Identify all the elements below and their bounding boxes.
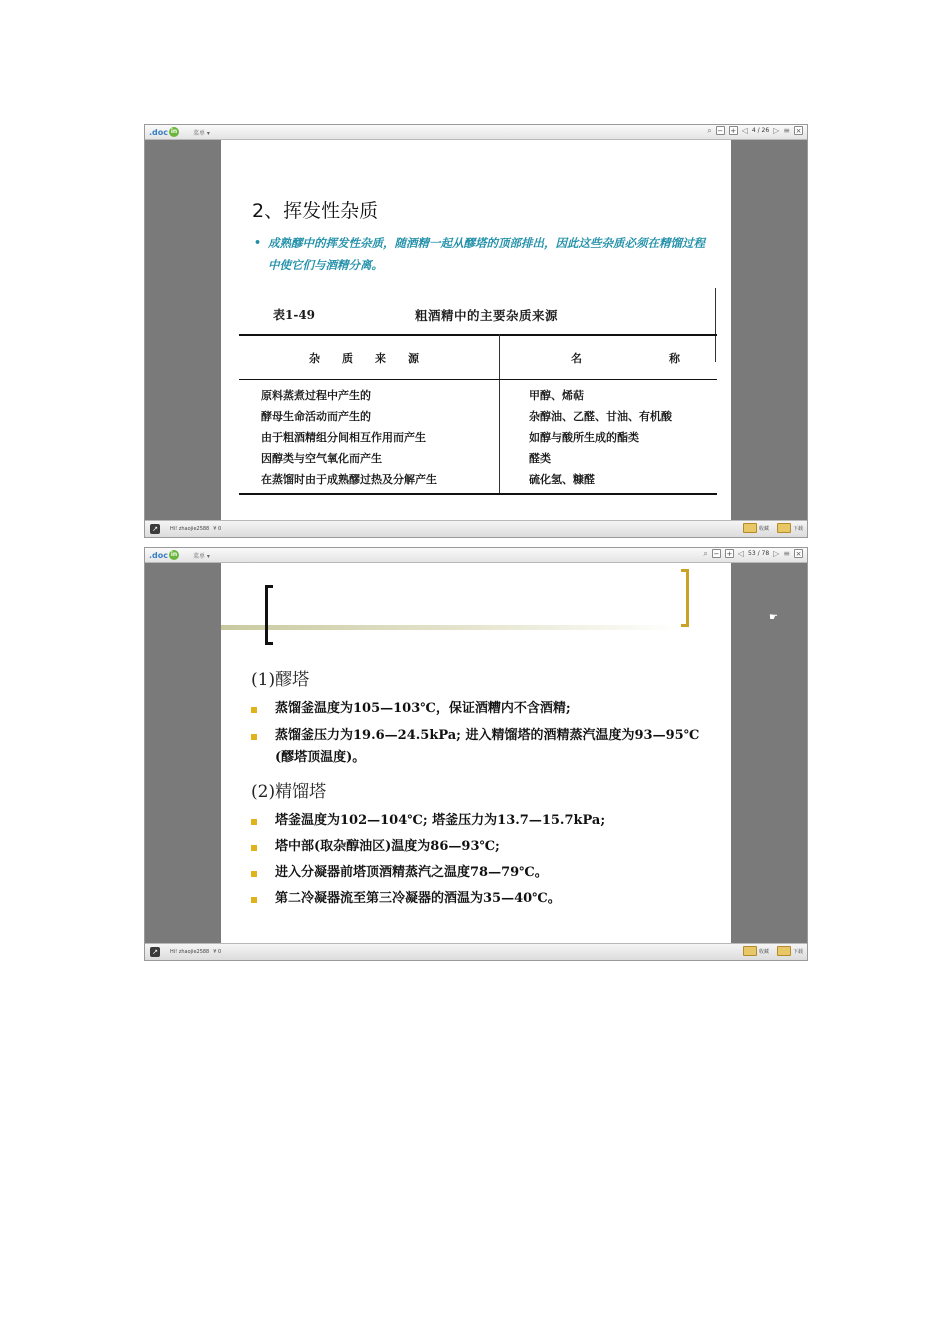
slide-page-53 xyxy=(221,563,731,945)
list-item: 第二冷凝器流至第三冷凝器的酒温为35—40℃。 xyxy=(275,891,561,906)
bullet-square-icon xyxy=(251,845,257,851)
viewer-bottombar xyxy=(145,943,807,960)
table-cell-name: 硫化氢、糠醛 xyxy=(529,473,595,486)
folder-star-icon xyxy=(743,523,757,533)
logo-badge: in xyxy=(170,128,178,135)
table-top-rule xyxy=(239,334,717,336)
list-item: 塔釜温度为102—104℃; 塔釜压力为13.7—15.7kPa; xyxy=(275,813,606,828)
bullet-square-icon xyxy=(251,819,257,825)
search-icon[interactable]: ⌕ xyxy=(703,549,708,558)
menu-lines-icon[interactable]: ≡ xyxy=(783,126,790,135)
column-header-name-b: 称 xyxy=(669,352,680,365)
fullscreen-button[interactable]: × xyxy=(795,550,802,558)
previous-page-icon[interactable]: ◁ xyxy=(741,126,748,135)
table-cell-name: 甲醇、烯萜 xyxy=(529,389,584,402)
document-viewer-1 xyxy=(144,124,808,538)
share-icon[interactable]: ↗ xyxy=(150,947,160,957)
save-button[interactable] xyxy=(743,523,769,533)
zoom-in-button[interactable]: + xyxy=(730,127,737,135)
table-cell-name: 醛类 xyxy=(529,452,551,465)
download-icon xyxy=(777,946,791,956)
bottombar-actions xyxy=(743,523,803,533)
logo-text: .doc xyxy=(149,550,169,560)
slide-page-4 xyxy=(221,140,731,522)
next-page-icon[interactable]: ▷ xyxy=(773,126,780,135)
bullet-square-icon xyxy=(251,897,257,903)
table-cell-name: 如醇与酸所生成的酯类 xyxy=(529,431,639,444)
column-header-name-a: 名 xyxy=(571,352,582,365)
save-label: 收藏 xyxy=(758,525,769,532)
download-label: 下载 xyxy=(792,948,803,955)
points-balance: ¥ 0 xyxy=(213,949,222,955)
user-greeting: Hi! zhaojie2588 xyxy=(170,526,210,532)
bullet-square-icon xyxy=(251,871,257,877)
download-icon xyxy=(777,523,791,533)
save-label: 收藏 xyxy=(758,948,769,955)
viewer-toolbar xyxy=(145,125,807,140)
table-cell-source: 在蒸馏时由于成熟醪过热及分解产生 xyxy=(261,473,437,486)
fullscreen-button[interactable]: × xyxy=(795,127,802,135)
bottombar-actions xyxy=(743,946,803,956)
toolbar-controls xyxy=(707,126,803,135)
list-item: 蒸馏釜压力为19.6—24.5kPa; 进入精馏塔的酒精蒸汽温度为93—95℃(醪塔顶温度)。 xyxy=(275,728,700,765)
page-indicator[interactable]: 53 / 78 xyxy=(748,550,770,557)
section-heading: (1)醪塔 xyxy=(251,670,310,690)
download-button[interactable] xyxy=(777,946,803,956)
download-button[interactable] xyxy=(777,523,803,533)
docin-logo[interactable] xyxy=(149,550,179,560)
next-page-icon[interactable]: ▷ xyxy=(773,549,780,558)
slide-paragraph: 成熟醪中的挥发性杂质，随酒精一起从醪塔的顶部排出，因此这些杂质必须在精馏过程中使它们与酒精分离。 xyxy=(268,236,705,272)
share-icon[interactable]: ↗ xyxy=(150,524,160,534)
table-cell-source: 由于粗酒精组分间相互作用而产生 xyxy=(261,431,426,444)
table-cell-source: 原料蒸煮过程中产生的 xyxy=(261,389,371,402)
user-greeting: Hi! zhaojie2588 xyxy=(170,949,210,955)
points-balance: ¥ 0 xyxy=(213,526,222,532)
logo-text: .doc xyxy=(149,127,169,137)
slide-heading: 2、挥发性杂质 xyxy=(252,200,379,222)
zoom-out-button[interactable]: − xyxy=(717,127,724,135)
list-item: 蒸馏釜温度为105—103℃，保证酒糟内不含酒精; xyxy=(275,701,571,716)
menu-dropdown[interactable]: 菜单 ▾ xyxy=(193,552,210,560)
zoom-out-button[interactable]: − xyxy=(713,550,720,558)
menu-dropdown[interactable]: 菜单 ▾ xyxy=(193,129,210,137)
table-cell-source: 酵母生命活动而产生的 xyxy=(261,410,371,423)
left-bracket-decoration xyxy=(265,585,273,645)
table-column-separator xyxy=(499,380,500,493)
download-label: 下载 xyxy=(792,525,803,532)
page-indicator[interactable]: 4 / 26 xyxy=(751,127,770,134)
menu-lines-icon[interactable]: ≡ xyxy=(783,549,790,558)
viewer-toolbar xyxy=(145,548,807,563)
toolbar-controls xyxy=(703,549,803,558)
decorative-title-bar xyxy=(221,625,681,630)
logo-badge: in xyxy=(170,551,178,558)
bullet-square-icon xyxy=(251,707,257,713)
table-column-separator xyxy=(499,334,500,379)
table-cell-name: 杂醇油、乙醛、甘油、有机酸 xyxy=(529,410,672,423)
list-item: 塔中部(取杂醇油区)温度为86—93℃; xyxy=(275,839,500,854)
zoom-in-button[interactable]: + xyxy=(726,550,733,558)
previous-page-icon[interactable]: ◁ xyxy=(737,549,745,558)
hand-cursor-icon: ☛ xyxy=(769,612,778,623)
search-icon[interactable]: ⌕ xyxy=(707,126,712,135)
docin-logo[interactable] xyxy=(149,127,179,137)
table-number: 表1-49 xyxy=(273,308,316,322)
save-button[interactable] xyxy=(743,946,769,956)
table-header-rule xyxy=(239,379,717,380)
table-title: 粗酒精中的主要杂质来源 xyxy=(415,308,559,323)
folder-star-icon xyxy=(743,946,757,956)
viewer-bottombar xyxy=(145,520,807,537)
bullet-marker: • xyxy=(254,236,262,249)
document-viewer-2 xyxy=(144,547,808,961)
table-cell-source: 因醇类与空气氧化而产生 xyxy=(261,452,382,465)
bullet-square-icon xyxy=(251,734,257,740)
table-edge-line xyxy=(715,288,716,362)
section-heading: (2)精馏塔 xyxy=(251,782,327,802)
column-header-source: 杂 质 来 源 xyxy=(309,352,419,365)
right-bracket-decoration xyxy=(681,569,689,627)
list-item: 进入分凝器前塔顶酒精蒸汽之温度78—79℃。 xyxy=(275,865,548,880)
table-bottom-rule xyxy=(239,493,717,495)
